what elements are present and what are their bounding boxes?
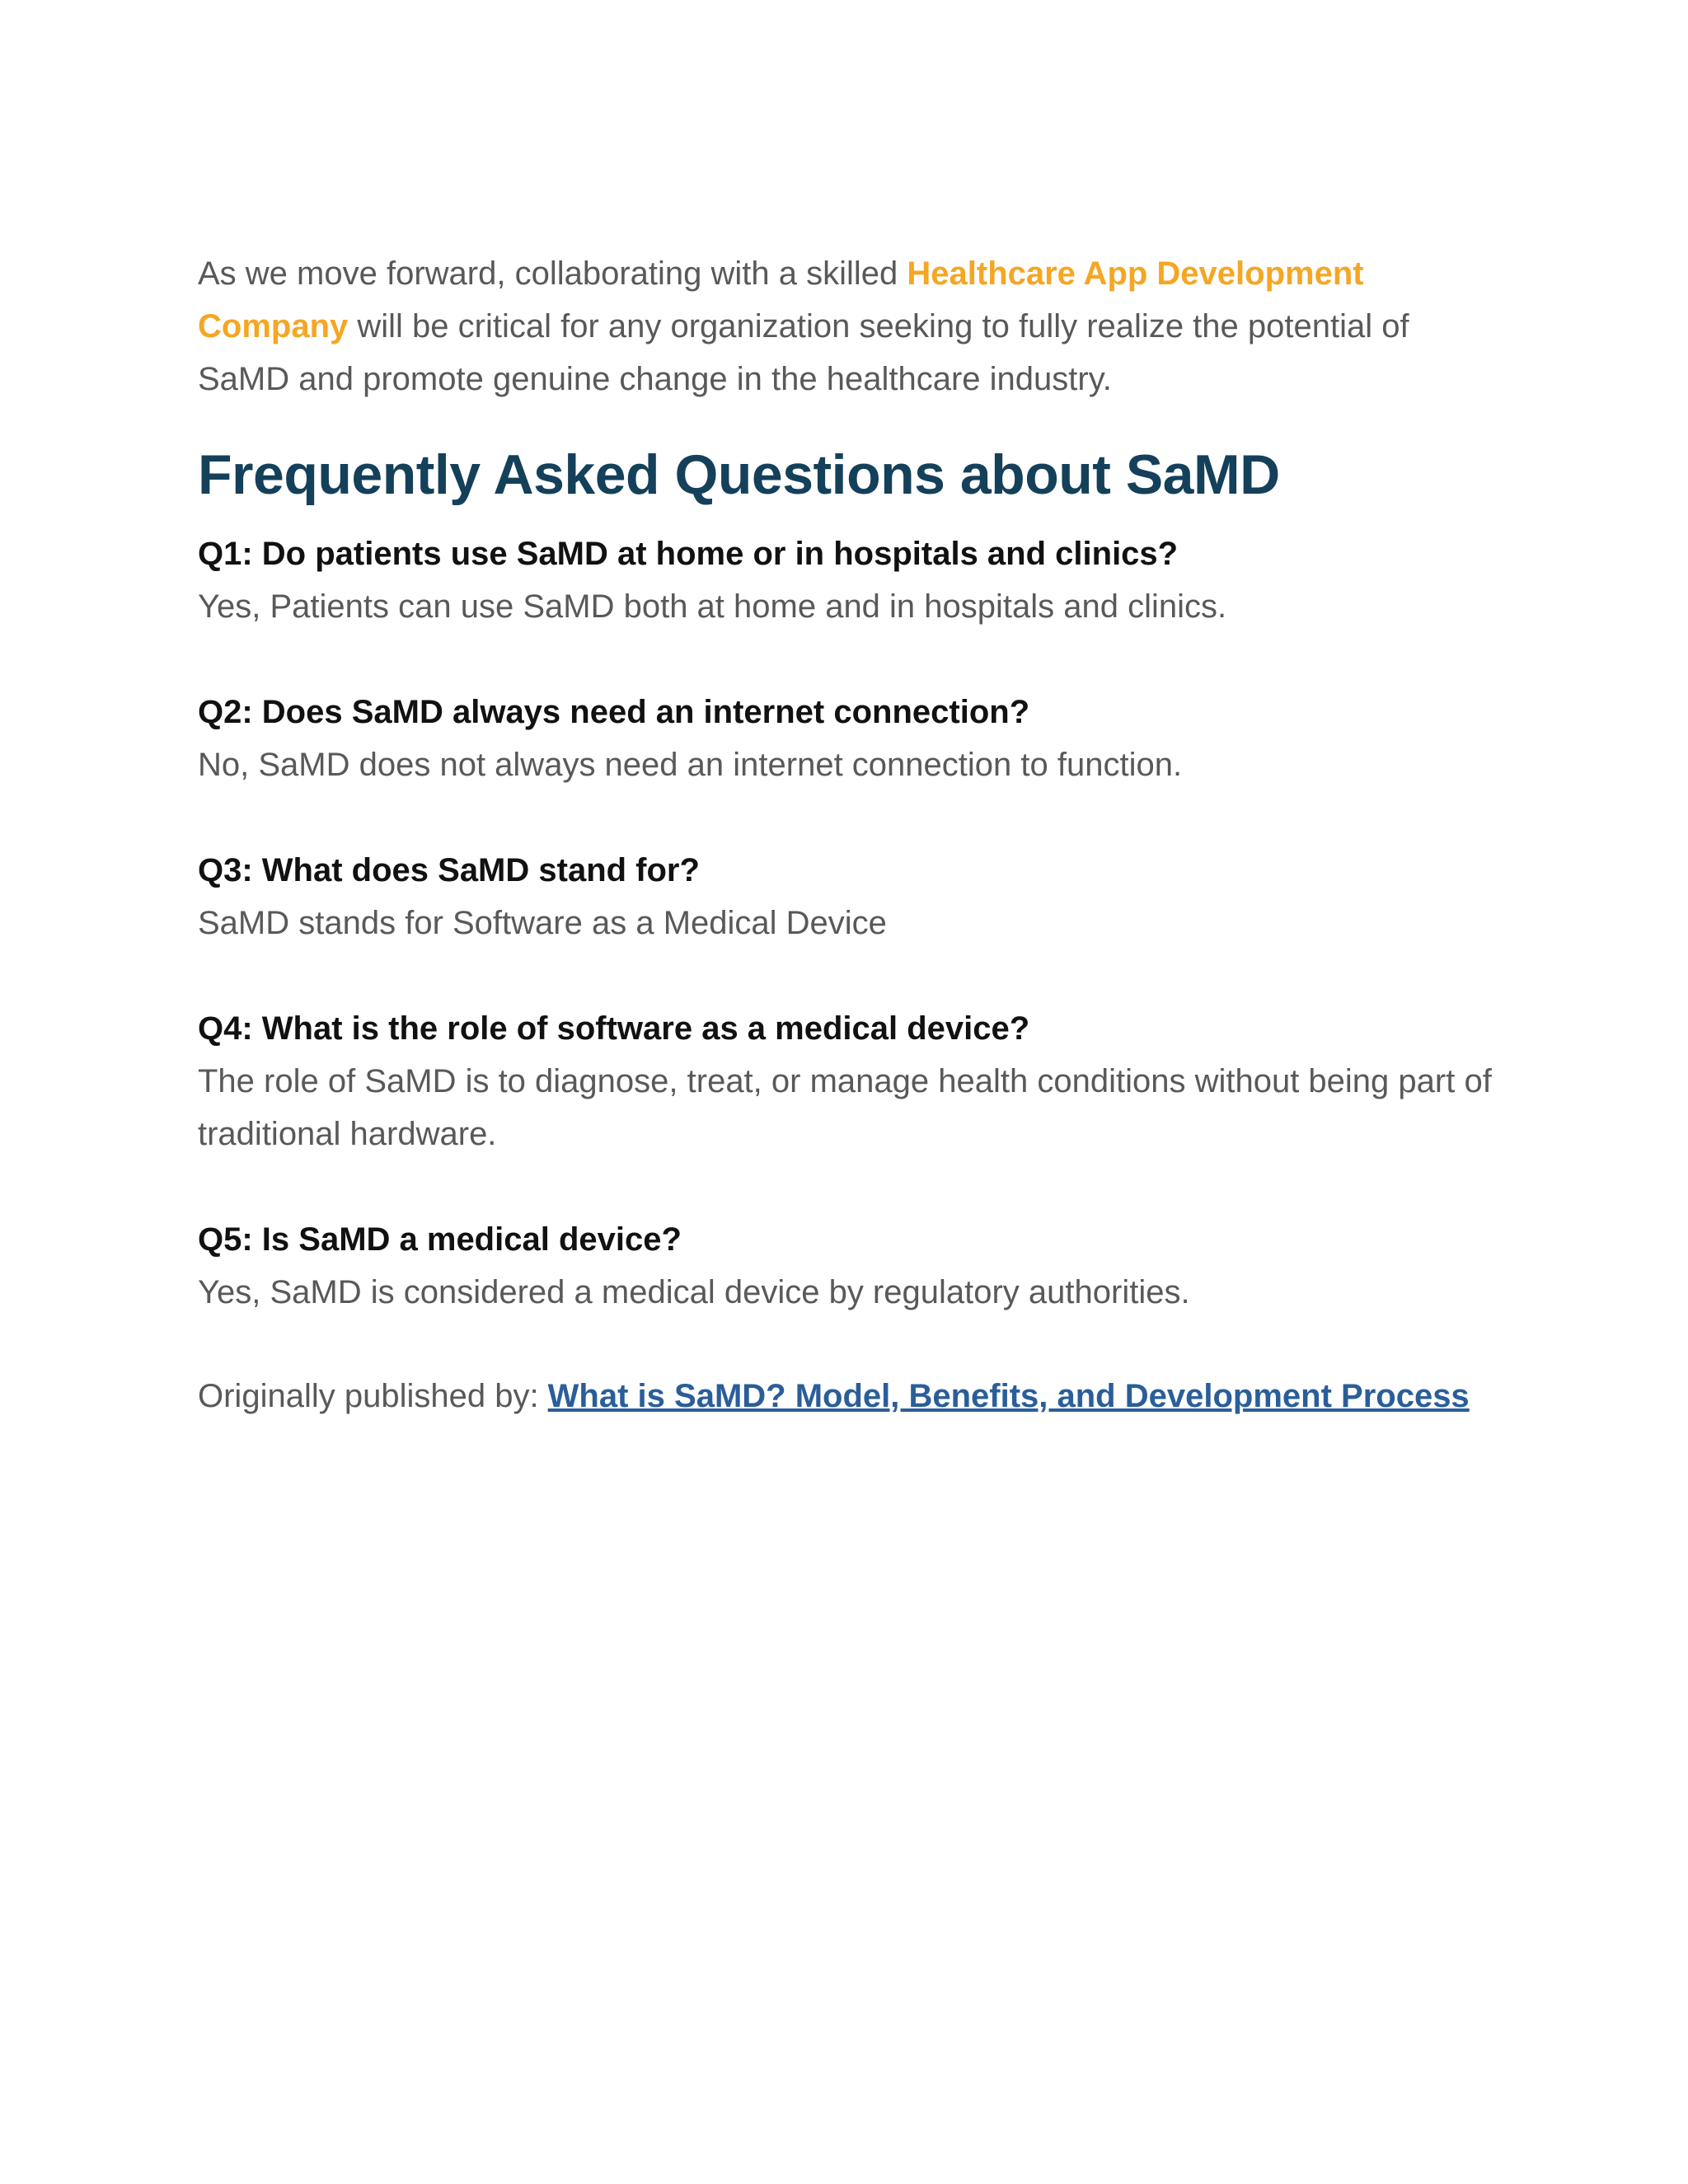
faq-heading: Frequently Asked Questions about SaMD <box>198 443 1280 506</box>
faq-question: Q2: Does SaMD always need an internet connection? <box>198 694 1030 730</box>
faq-item-3 <box>198 844 1500 949</box>
faq-answer: No, SaMD does not always need an internet connection to function. <box>198 747 1183 783</box>
faq-question: Q3: What does SaMD stand for? <box>198 852 700 888</box>
faq-item-4 <box>198 1002 1500 1160</box>
source-article-link[interactable]: What is SaMD? Model, Benefits, and Development Process <box>547 1378 1470 1414</box>
intro-text-before: As we move forward, collaborating with a skilled <box>198 255 907 292</box>
intro-text-after: will be critical for any organization seeking to fully realize the potential of SaMD and promote genuine change in the healthcare industry. <box>198 308 1409 397</box>
faq-question: Q5: Is SaMD a medical device? <box>198 1221 682 1258</box>
faq-item-2 <box>198 686 1500 791</box>
intro-paragraph <box>198 247 1500 405</box>
document-page <box>198 247 1500 1422</box>
faq-question: Q1: Do patients use SaMD at home or in hospitals and clinics? <box>198 536 1179 572</box>
published-line <box>198 1370 1500 1422</box>
published-label: Originally published by: <box>198 1378 548 1414</box>
faq-item-5 <box>198 1213 1500 1319</box>
healthcare-app-development-link[interactable]: Healthcare App Development Company <box>198 255 1364 344</box>
faq-answer: Yes, SaMD is considered a medical device by regulatory authorities. <box>198 1274 1190 1310</box>
faq-answer: The role of SaMD is to diagnose, treat, or manage health conditions without being part of traditional hardware. <box>198 1063 1492 1152</box>
faq-answer: SaMD stands for Software as a Medical Device <box>198 905 887 941</box>
faq-question: Q4: What is the role of software as a medical device? <box>198 1010 1030 1047</box>
faq-item-1 <box>198 527 1500 633</box>
faq-answer: Yes, Patients can use SaMD both at home and in hospitals and clinics. <box>198 588 1227 625</box>
